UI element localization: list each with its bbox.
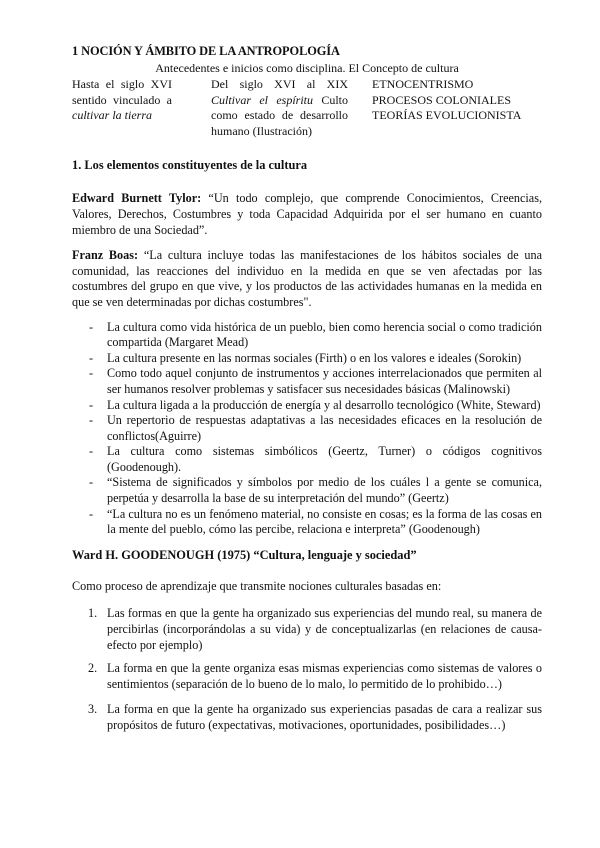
tylor-name: Edward Burnett Tylor: <box>72 191 202 206</box>
culture-definitions-list <box>72 320 542 538</box>
list-item: - “La cultura no es un fenómeno material, no consiste en cosas; es la forma de las cosas en la mente del pueblo, cómo las percibe, relaciona e interpreta” (Goodenough) <box>72 507 542 538</box>
column-xvi-xix-text: Culto como estado de desarrollo humano (Ilustración) <box>211 92 348 138</box>
boas-name: Franz Boas: <box>72 248 139 263</box>
tylor-quote: “Un todo complejo, que comprende Conocimientos, Creencias, Valores, Derechos, Costumbres y toda Capacidad Adquirida por el ser humano en cuanto miembro de una Sociedad”. <box>72 191 542 237</box>
goodenough-list <box>72 606 542 733</box>
list-number: 3. <box>88 702 98 717</box>
list-item: - Un repertorio de respuestas adaptativas a las necesidades eficaces en la resolución de conflictos(Aguirre) <box>72 413 542 444</box>
list-number: 2. <box>88 661 98 676</box>
document-title: 1 NOCIÓN Y ÁMBITO DE LA ANTROPOLOGÍA <box>72 44 340 58</box>
list-text: La forma en que la gente organiza esas mismas experiencias como sistemas de valores o sentimientos (separación de lo bueno de lo malo, lo permitido de lo prohibido…) <box>107 661 542 691</box>
list-item: - La cultura presente en las normas sociales (Firth) o en los valores e ideales (Sorokin) <box>72 351 542 367</box>
history-columns <box>72 77 542 139</box>
concept-item: ETNOCENTRISMO <box>372 77 474 91</box>
list-text: La forma en que la gente ha organizado sus experiencias pasadas de cara a realizar sus propósitos de futuro (expectativas, motivaciones, oportunidades, posibilidades…) <box>107 702 542 732</box>
column-pre-xvi <box>72 77 172 139</box>
section-heading-goodenough: Ward H. GOODENOUGH (1975) “Cultura, lenguaje y sociedad” <box>72 547 417 562</box>
list-item: - La cultura como vida histórica de un pueblo, bien como herencia social o como tradición compartida (Margaret Mead) <box>72 320 542 351</box>
document-subtitle: Antecedentes e inicios como disciplina. El Concepto de cultura <box>155 61 459 75</box>
concept-item: PROCESOS COLONIALES <box>372 92 512 107</box>
list-item: - La cultura ligada a la producción de energía y al desarrollo tecnológico (White, Steward) <box>72 398 542 414</box>
column-pre-xvi-text: Hasta el siglo XVI sentido vinculado a <box>72 77 172 107</box>
list-item <box>72 606 542 653</box>
column-concepts <box>372 77 521 139</box>
boas-paragraph <box>72 248 542 310</box>
list-item: - “Sistema de significados y símbolos por medio de los cuáles l a gente se comunica, perpetúa y desarrolla la base de su interpretación del mundo” (Geertz) <box>72 475 542 506</box>
goodenough-intro: Como proceso de aprendizaje que transmite nociones culturales basadas en: <box>72 578 442 593</box>
boas-quote: “La cultura incluye todas las manifestaciones de los hábitos sociales de una comunidad, las reacciones del individuo en la medida en que se ven afectadas por las costumbres del grupo en que vive, y los productos de las actividades humanas en la medida en que se ven determinadas por dichas costumbres". <box>72 248 542 309</box>
column-xvi-xix-line1: Del siglo XVI al XIX <box>211 77 348 91</box>
section-heading-elements: 1. Los elementos constituyentes de la cultura <box>72 158 308 173</box>
list-item <box>72 702 542 733</box>
list-item <box>72 661 542 692</box>
column-pre-xvi-italic: cultivar la tierra <box>72 108 152 123</box>
list-text: Las formas en que la gente ha organizado sus experiencias del mundo real, su manera de percibirlas (incorporándolas a su vida) y de conceptualizarlas (en relaciones de causa-efecto por ejemplo) <box>107 606 542 652</box>
column-xvi-xix <box>211 77 348 139</box>
list-item: - Como todo aquel conjunto de instrumentos y acciones interrelacionados que permiten al ser humanos resolver problemas y satisfacer sus necesidades básicas (Malinowski) <box>72 366 542 397</box>
list-item: - La cultura como sistemas simbólicos (Geertz, Turner) o códigos cognitivos (Goodenough). <box>72 444 542 475</box>
concept-item: TEORÍAS EVOLUCIONISTA <box>372 108 522 123</box>
tylor-paragraph <box>72 191 542 238</box>
list-number: 1. <box>88 606 98 621</box>
column-xvi-xix-italic: Cultivar el espíritu <box>211 92 313 107</box>
